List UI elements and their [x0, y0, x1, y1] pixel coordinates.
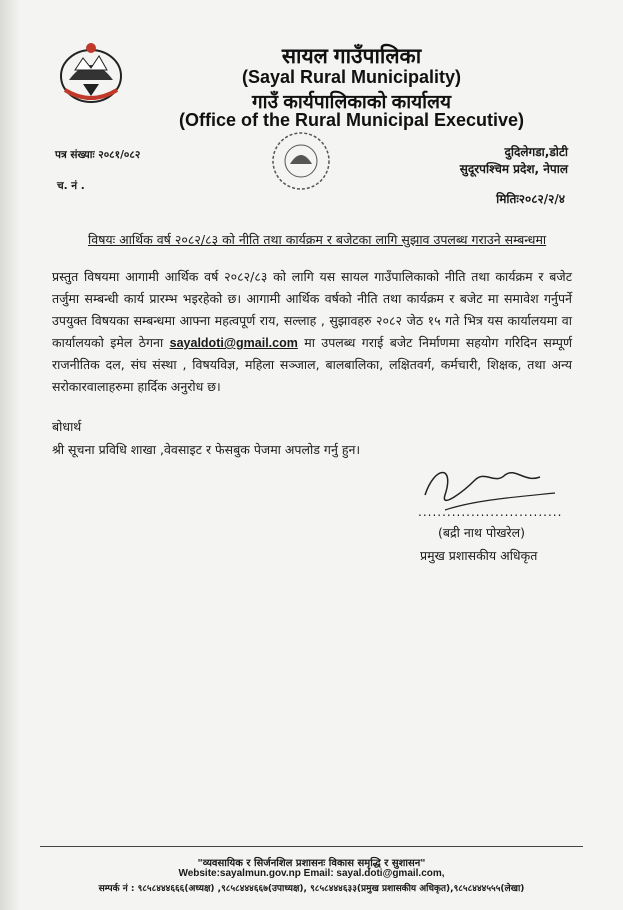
footer-divider [40, 846, 583, 847]
municipality-name-np: सायल गाउँपालिका [281, 45, 422, 68]
signatory-name: (बद्री नाथ पोखरेल) [438, 525, 526, 540]
signatory-title: प्रमुख प्रशासकीय अधिकृत [420, 548, 538, 563]
reference-number: पत्र संख्याः २०८१/०८२ [55, 149, 141, 161]
page-scan-shadow [0, 0, 20, 910]
dispatch-number: च. नं . [57, 180, 85, 192]
letter-date: मितिः२०८२/२/४ [496, 192, 565, 206]
address-line-2: सुदूरपश्चिम प्रदेश, नेपाल [459, 162, 568, 176]
body-text-part-1: प्रस्तुत विषयमा आगामी आर्थिक वर्ष २०८२/८३ को लागि यस सायल गाउँपालिकाको नीति तथा कार्यक्रम र बजेट तर्जुमा सम्बन्धी कार्य प्रारम्भ भइरहेको छ। आगामी आर्थिक वर्षको नीति तथा कार्यक्रम र बजेट मा समावेश गर्नुपर्ने उपयुक्त विषयका सम्बन्धमा आफ्ना महत्वपूर्ण राय, सल्लाह , सुझावहरु २०८२ जेठ १५ गते भित्र यस कार्यालयमा वा कार्यालयको इमेल ठेगना [52, 269, 572, 350]
address-line-1: दुदिलेगडा,डोटी [504, 145, 568, 159]
cc-recipient: श्री सूचना प्रविधि शाखा ,वेवसाइट र फेसबुक पेजमा अपलोड गर्नु हुन। [52, 442, 361, 457]
letter-subject: विषयः आर्थिक वर्ष २०८२/८३ को नीति तथा कार्यक्रम र बजेटका लागि सुझाव उपलब्ध गराउने सम्बन्धमा [88, 232, 547, 247]
office-name-np: गाउँ कार्यपालिकाको कार्यालय [251, 92, 452, 113]
footer-contact: सम्पर्क नं : ९८५८४४४६६६(अध्यक्ष) ,९८५८४४४६६७(उपाध्यक्ष), ९८५८४४४६३३(प्रमुख प्रशासकीय अधिकृत),९८५८४४४५५५(लेखा) [98, 884, 525, 894]
cc-label: बोधार्थ [52, 419, 82, 434]
email-link[interactable]: sayaldoti@gmail.com [169, 336, 298, 350]
footer-web-email: Website:sayalmun.gov.np Email: sayal.doti@gmail.com, [178, 868, 445, 879]
office-stamp-icon [268, 128, 334, 194]
body-text-part-2: मा उपलब्ध गराई बजेट निर्माणमा सहयोग गरिदिन सम्पूर्ण राजनीतिक दल, संघ संस्था , विषयविज्ञ, महिला सञ्जाल, बालबालिका, लक्षितवर्ग, कर्मचारी, शिक्षक, तथा अन्य सरोकारवालाहरुमा हार्दिक अनुरोध छ। [52, 335, 572, 394]
office-name-en: (Office of the Rural Municipal Executive) [178, 110, 525, 130]
signature-line: .............................. [418, 505, 563, 519]
letter-body [52, 266, 572, 398]
municipality-name-en: (Sayal Rural Municipality) [241, 67, 462, 87]
footer-motto: "व्यवसायिक र सिर्जनशिल प्रशासनः विकास समृद्धि र सुशासन" [197, 858, 426, 869]
